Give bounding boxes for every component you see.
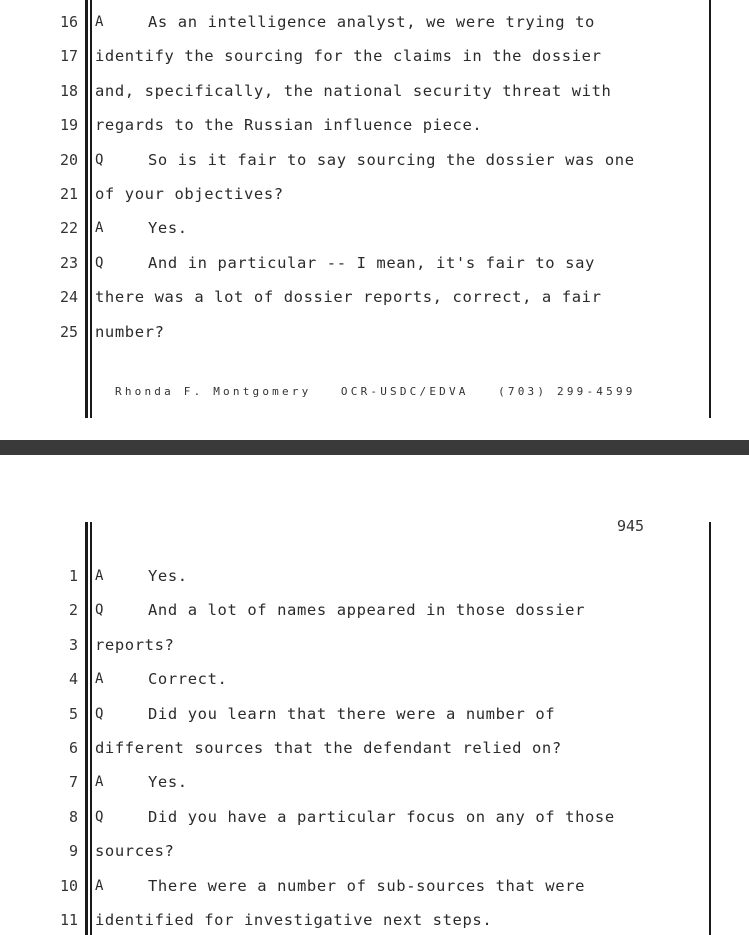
line-number: 17	[59, 47, 78, 66]
line-number: 9	[68, 842, 78, 861]
transcript-page-bottom	[0, 455, 749, 935]
speaker-label: Q	[95, 254, 104, 271]
line-number: 20	[59, 150, 78, 169]
testimony-text: there was a lot of dossier reports, correct, a fair	[95, 288, 602, 307]
line-number: 23	[59, 253, 78, 272]
transcript-line	[0, 10, 749, 34]
line-number: 3	[68, 635, 78, 654]
line-number: 5	[68, 704, 78, 723]
transcript-line	[0, 598, 749, 622]
line-number: 16	[59, 13, 78, 31]
transcript-line	[0, 216, 749, 240]
testimony-text: So is it fair to say sourcing the dossier was one	[148, 150, 635, 169]
transcript-line	[0, 839, 749, 863]
line-number: 4	[68, 670, 78, 689]
testimony-text: Did you have a particular focus on any of those	[148, 807, 615, 826]
testimony-text: Did you learn that there were a number of	[148, 704, 556, 723]
line-number: 18	[59, 81, 78, 100]
speaker-label: A	[95, 877, 104, 894]
page-divider	[0, 440, 749, 455]
line-number: 2	[68, 601, 78, 620]
testimony-text: sources?	[95, 842, 175, 861]
speaker-label: Q	[95, 705, 104, 722]
transcript-line	[0, 79, 749, 103]
speaker-label: A	[95, 220, 104, 237]
testimony-text: and, specifically, the national security threat with	[95, 81, 612, 100]
transcript-line	[0, 736, 749, 760]
testimony-text: As an intelligence analyst, we were trying to	[148, 13, 595, 31]
testimony-text: regards to the Russian influence piece.	[95, 116, 483, 135]
testimony-text: Yes.	[148, 773, 188, 792]
transcript-line	[0, 320, 749, 344]
testimony-text: different sources that the defendant relied on?	[95, 739, 562, 757]
speaker-label: Q	[95, 602, 104, 619]
testimony-text: number?	[95, 322, 165, 341]
speaker-label: A	[95, 14, 104, 30]
line-number: 10	[59, 876, 78, 895]
transcript-line	[0, 148, 749, 172]
testimony-text: Yes.	[148, 219, 188, 238]
testimony-text: reports?	[95, 635, 175, 654]
line-number: 11	[59, 911, 78, 929]
transcript-line	[0, 182, 749, 206]
testimony-text: Yes.	[148, 567, 188, 585]
transcript-line	[0, 874, 749, 898]
speaker-label: A	[95, 568, 104, 584]
page-number: 945	[617, 517, 645, 535]
testimony-text: And a lot of names appeared in those dossier	[148, 601, 585, 620]
transcript-line	[0, 805, 749, 829]
transcript-line	[0, 564, 749, 588]
line-number: 21	[59, 185, 78, 203]
transcript-line	[0, 667, 749, 691]
speaker-label: A	[95, 774, 104, 791]
line-number: 24	[59, 288, 78, 307]
line-number: 6	[68, 739, 78, 757]
speaker-label: Q	[95, 151, 104, 168]
court-reporter-footer: Rhonda F. Montgomery OCR-USDC/EDVA (703) 299-4599	[115, 385, 636, 398]
testimony-text: identify the sourcing for the claims in the dossier	[95, 47, 602, 66]
testimony-text: of your objectives?	[95, 185, 284, 203]
transcript-line	[0, 702, 749, 726]
testimony-text: Correct.	[148, 670, 228, 689]
speaker-label: A	[95, 671, 104, 688]
transcript-line	[0, 908, 749, 932]
transcript-line	[0, 770, 749, 794]
testimony-text: And in particular -- I mean, it's fair to say	[148, 253, 595, 272]
line-number: 1	[68, 567, 78, 585]
transcript-line	[0, 251, 749, 275]
transcript-line	[0, 44, 749, 68]
transcript-line	[0, 633, 749, 657]
testimony-text: There were a number of sub-sources that were	[148, 876, 585, 895]
transcript-line	[0, 113, 749, 137]
line-number: 25	[59, 322, 78, 341]
speaker-label: Q	[95, 808, 104, 825]
line-number: 22	[59, 219, 78, 238]
transcript-line	[0, 285, 749, 309]
line-number: 8	[68, 807, 78, 826]
line-number: 19	[59, 116, 78, 135]
testimony-text: identified for investigative next steps.	[95, 911, 493, 929]
transcript-page-top	[0, 0, 749, 440]
line-number: 7	[68, 773, 78, 792]
